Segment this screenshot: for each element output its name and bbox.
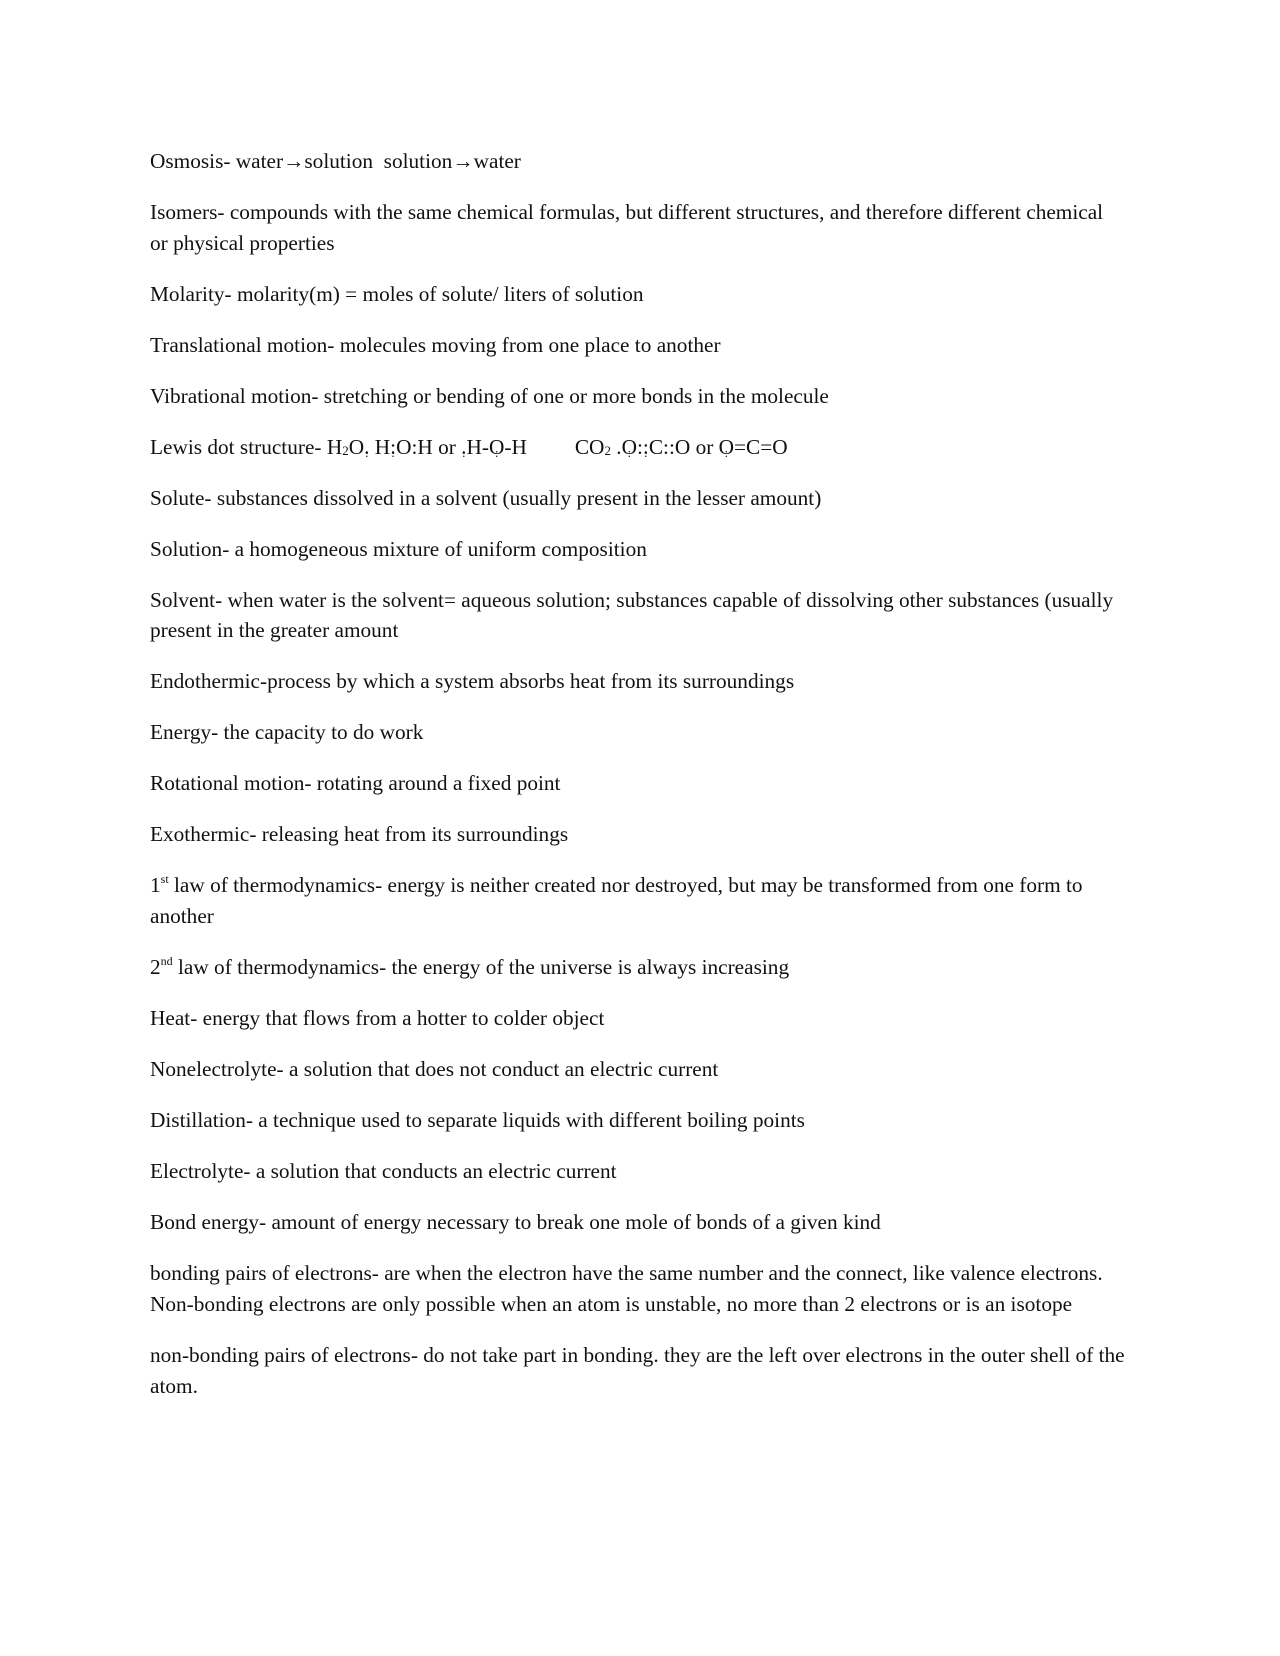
entry-nonelectrolyte: Nonelectrolyte- a solution that does not conduct an electric current <box>150 1057 719 1082</box>
entry-bonding-pairs: bonding pairs of electrons- are when the electron have the same number and the connect, like valence electrons. Non-bonding electrons are only possible when an atom is unstable, no more than 2 electrons or is an isotope <box>150 1261 1103 1316</box>
entry-isomers: Isomers- compounds with the same chemical formulas, but different structures, and therefore different chemical or physical properties <box>150 200 1104 255</box>
osmosis-tail: water <box>473 149 521 173</box>
co2-lead: CO <box>574 434 605 459</box>
lewis-dot: . : <box>364 432 369 463</box>
lewis-o2: O : <box>489 432 504 463</box>
entry-first-law <box>150 870 1125 931</box>
entry-distillation: Distillation- a technique used to separate liquids with different boiling points <box>150 1108 805 1133</box>
entry-heat: Heat- energy that flows from a hotter to colder object <box>150 1006 605 1031</box>
h2o-subscript: 2 <box>342 442 349 458</box>
law1-ordinal: st <box>160 872 169 887</box>
law1-number: 1 <box>150 873 161 898</box>
law2-text: law of thermodynamics- the energy of the universe is always increasing <box>172 955 790 980</box>
entry-exothermic: Exothermic- releasing heat from its surroundings <box>150 822 569 847</box>
co2-b: : <box>636 434 643 459</box>
co2-a: . <box>610 434 622 459</box>
entry-second-law <box>150 952 1125 983</box>
entry-solvent: Solvent- when water is the solvent= aqueous solution; substances capable of dissolving other substances (usually present in the greater amount <box>150 587 1114 643</box>
co2-o2: O : <box>719 432 734 463</box>
lewis-h: H <box>369 434 391 459</box>
lewis-h-dash: H- <box>466 434 489 459</box>
law2-number: 2 <box>150 955 161 980</box>
co2-o1: O : <box>622 432 637 463</box>
entry-electrolyte: Electrolyte- a solution that conducts an electric current <box>150 1159 617 1184</box>
osmosis-lead: Osmosis- water <box>150 149 284 173</box>
entry-lewis-dot-structure <box>150 432 1125 463</box>
entry-vibrational-motion: Vibrational motion- stretching or bending of one or more bonds in the molecule <box>150 383 829 408</box>
entry-osmosis <box>150 146 1125 177</box>
entry-energy: Energy- the capacity to do work <box>150 720 424 745</box>
law2-ordinal: nd <box>160 954 173 969</box>
entry-rotational-motion: Rotational motion- rotating around a fixed point <box>150 771 561 796</box>
entry-solution: Solution- a homogeneous mixture of uniform composition <box>150 536 647 561</box>
entry-endothermic: Endothermic-process by which a system absorbs heat from its surroundings <box>150 669 795 694</box>
entry-translational-motion: Translational motion- molecules moving from one place to another <box>150 332 721 357</box>
entry-nonbonding-pairs: non-bonding pairs of electrons- do not take part in bonding. they are the left over electrons in the outer shell of the atom. <box>150 1342 1125 1398</box>
entry-solute: Solute- substances dissolved in a solvent (usually present in the lesser amount) <box>150 485 822 510</box>
co2-subscript: 2 <box>604 442 611 458</box>
co2-e: =C=O <box>734 434 788 459</box>
law1-text: law of thermodynamics- energy is neither created nor destroyed, but may be transformed from one form to another <box>150 873 1083 929</box>
osmosis-middle: solution solution <box>304 149 453 173</box>
entry-molarity: Molarity- molarity(m) = moles of solute/ liters of solution <box>150 281 644 306</box>
entry-bond-energy: Bond energy- amount of energy necessary to break one mole of bonds of a given kind <box>150 1210 881 1235</box>
arrow-icon: → <box>283 149 305 173</box>
lewis-tail: -H <box>504 434 527 459</box>
lewis-oh: O:H or <box>396 434 462 459</box>
lewis-o: O <box>348 434 365 459</box>
lewis-dot-h: . : <box>461 432 466 463</box>
co2-d: C::O or <box>648 434 719 459</box>
lewis-lead: Lewis dot structure- H <box>150 434 343 459</box>
co2-c: : : <box>643 432 649 463</box>
lewis-colon: : : <box>390 432 396 463</box>
document-page <box>150 146 1125 1422</box>
arrow-icon: → <box>452 149 474 173</box>
